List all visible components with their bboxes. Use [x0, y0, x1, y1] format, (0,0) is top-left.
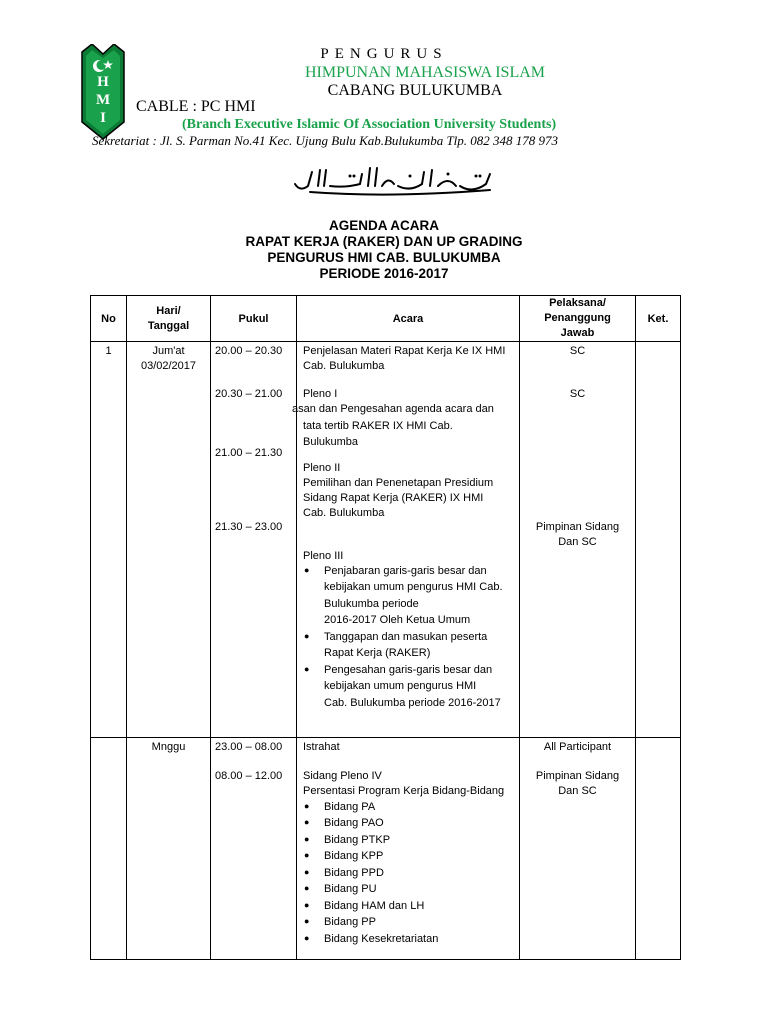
row1-pelaksana-1: SC [569, 345, 586, 357]
row2-pelaksana-2: Pimpinan Sidang [535, 770, 620, 782]
row2-time-cell [211, 738, 297, 960]
row2-time-1: 23.00 – 08.00 [215, 741, 283, 753]
row1-pleno3-b2-line1: Tanggapan dan masukan peserta [324, 631, 488, 643]
row1-pleno2-line2: Sidang Rapat Kerja (RAKER) IX HMI [303, 492, 484, 504]
list-item: Bidang PTKP [324, 834, 391, 846]
row1-pleno3-b1-line4: 2016-2017 Oleh Ketua Umum [324, 614, 471, 626]
row2-day: Mnggu [151, 741, 186, 753]
logo-letter-h: H [97, 74, 109, 90]
header-cable: CABLE : PC HMI [136, 98, 256, 115]
row1-acara-item1-line2: Cab. Bulukumba [303, 360, 385, 372]
row1-pelaksana-3: Pimpinan Sidang [535, 521, 620, 533]
row1-time-1: 20.00 – 20.30 [215, 345, 283, 357]
title-agenda: AGENDA ACARA [329, 218, 439, 233]
list-item: Bidang PU [324, 883, 377, 895]
list-item: Bidang Kesekretariatan [324, 933, 439, 945]
list-item: Bidang PA [324, 801, 376, 813]
header-ket: Ket. [636, 296, 681, 342]
row1-pleno3-b1-line3: Bulukumba periode [324, 598, 419, 610]
row1-pleno3-b3-line1: Pengesahan garis-garis besar dan [324, 664, 493, 676]
bullet-icon: ● [304, 834, 310, 844]
row1-pleno1-line2: tata tertib RAKER IX HMI Cab. [303, 420, 453, 432]
title-rapat-kerja: RAPAT KERJA (RAKER) DAN UP GRADING [245, 234, 523, 249]
row1-acara-item1-line1: Penjelasan Materi Rapat Kerja Ke IX HMI [303, 345, 506, 357]
list-item: Bidang PAO [324, 817, 384, 829]
bullet-icon: ● [304, 631, 310, 641]
row1-date-cell [127, 342, 211, 738]
row2-date-cell [127, 738, 211, 960]
row1-pleno1-title: Pleno I [303, 388, 338, 400]
agenda-titles [0, 218, 768, 282]
bullet-icon: ● [304, 817, 310, 827]
row2-pleno4-title: Sidang Pleno IV [303, 770, 382, 782]
bullet-icon: ● [304, 801, 310, 811]
row1-pleno3-title: Pleno III [303, 550, 344, 562]
header-branch-english: (Branch Executive Islamic Of Association University Students) [182, 117, 557, 132]
list-item: Bidang PPD [324, 867, 384, 879]
row2-pelaksana-1: All Participant [543, 741, 612, 753]
bullet-icon: ● [304, 664, 310, 674]
title-periode: PERIODE 2016-2017 [319, 266, 449, 281]
row2-ket-cell [636, 738, 681, 960]
header-branch-name: CABANG BULUKUMBA [327, 82, 503, 99]
row1-time-3: 21.00 – 21.30 [215, 447, 283, 459]
row1-pleno3-b1-line2: kebijakan umum pengurus HMI Cab. [324, 581, 503, 593]
bullet-icon: ● [304, 850, 310, 860]
header-pukul: Pukul [211, 296, 297, 342]
header-org-name: HIMPUNAN MAHASISWA ISLAM [304, 64, 546, 81]
header-hari-tanggal: Hari/ Tanggal [127, 296, 211, 342]
header-pengurus: PENGURUS [320, 46, 448, 62]
row1-time-2: 20.30 – 21.00 [215, 388, 283, 400]
bullet-icon: ● [304, 933, 310, 943]
row2-pelaksana-3: Dan SC [558, 785, 597, 797]
header-pelaksana: Pelaksana/ Penanggung Jawab [520, 296, 636, 342]
header-secretariat: Sekretariat : Jl. S. Parman No.41 Kec. Ujung Bulu Kab.Bulukumba Tlp. 082 348 178 973 [92, 133, 559, 148]
row2-pelaksana-cell [520, 738, 636, 960]
row1-pleno1-line1: asan dan Pengesahan agenda acara dan [292, 403, 494, 415]
header-acara: Acara [297, 296, 520, 342]
basmalah-calligraphy [290, 162, 500, 198]
row1-pleno3-b3-line2: kebijakan umum pengurus HMI [324, 680, 477, 692]
table-row [91, 738, 681, 960]
logo-letter-m: M [96, 92, 111, 108]
bullet-icon: ● [304, 883, 310, 893]
row1-pelaksana-2: SC [569, 388, 586, 400]
row1-pleno2-line3: Cab. Bulukumba [303, 507, 385, 519]
bullet-icon: ● [304, 900, 310, 910]
row2-istirahat: Istrahat [303, 741, 340, 753]
bullet-icon: ● [304, 565, 310, 575]
list-item: Bidang KPP [324, 850, 384, 862]
row1-pleno3-b3-line3: Cab. Bulukumba periode 2016-2017 [324, 697, 501, 709]
row1-acara-cell [292, 342, 520, 738]
row1-pleno2-line1: Pemilihan dan Penenetapan Presidium [303, 477, 494, 489]
bullet-icon: ● [304, 916, 310, 926]
row2-no-cell [91, 738, 127, 960]
header-no: No [91, 296, 127, 342]
row1-time-cell [211, 342, 297, 738]
row1-pelaksana-cell [520, 342, 636, 738]
row1-ket-cell [636, 342, 681, 738]
agenda-table [90, 295, 681, 960]
row1-day: Jum'at [152, 345, 185, 357]
table-row [91, 342, 681, 738]
row2-time-2: 08.00 – 12.00 [215, 770, 283, 782]
row1-no-cell [91, 342, 127, 738]
row1-pelaksana-4: Dan SC [558, 536, 597, 548]
bullet-icon: ● [304, 867, 310, 877]
logo-letter-i: I [100, 110, 106, 126]
row2-pleno4-sub: Persentasi Program Kerja Bidang-Bidang [303, 785, 505, 797]
row1-pleno2-title: Pleno II [303, 462, 341, 474]
row1-no: 1 [105, 345, 112, 357]
row1-pleno3-b1-line1: Penjabaran garis-garis besar dan [324, 565, 487, 577]
row2-acara-cell [297, 738, 520, 960]
row1-pleno1-line3: Bulukumba [303, 436, 359, 448]
list-item: Bidang PP [324, 916, 376, 928]
list-item: Bidang HAM dan LH [324, 900, 425, 912]
table-header-row [91, 296, 681, 342]
row1-time-4: 21.30 – 23.00 [215, 521, 283, 533]
row1-pleno3-b2-line2: Rapat Kerja (RAKER) [324, 647, 431, 659]
title-pengurus: PENGURUS HMI CAB. BULUKUMBA [267, 250, 501, 265]
row1-date: 03/02/2017 [140, 360, 197, 372]
